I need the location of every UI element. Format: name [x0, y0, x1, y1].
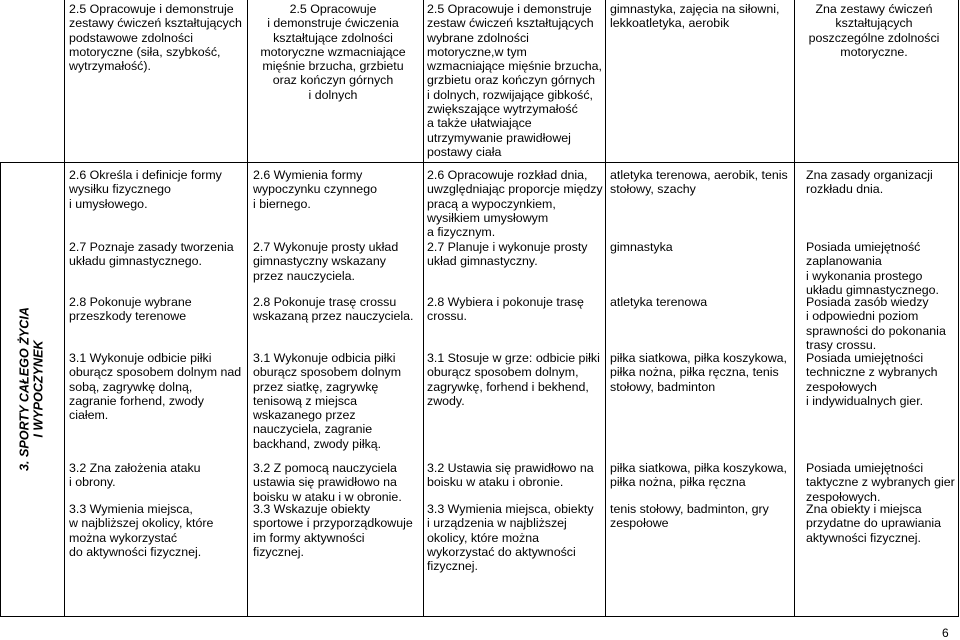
text-line: zespołowe [610, 516, 669, 531]
text-line: 2.7 Wykonuje prosty układ [253, 240, 399, 254]
text-line: i dolnych, rozwijające gibkość, [427, 87, 593, 102]
text-line: tenisową z miejsca [253, 393, 357, 408]
text-line: i obrony. [69, 475, 116, 490]
text-line: 2.8 Wybiera i pokonuje trasę [427, 295, 584, 309]
text-line: a także ułatwiające [427, 116, 532, 131]
text-line: zwiększające wytrzymałość [427, 102, 578, 117]
table-col-border [958, 0, 959, 616]
c3-block-2-7 [427, 240, 605, 269]
c1-block-2-6 [69, 168, 247, 211]
text-line: i umysłowego. [69, 196, 148, 211]
text-line: 3.3 Wymienia miejsca, [69, 502, 193, 516]
text-line: 2.6 Wymienia formy [253, 168, 363, 182]
c5-block-3-1 [806, 351, 958, 408]
text-line: i odpowiedni poziom [806, 309, 919, 324]
text-line: Zna zestawy ćwiczeń [815, 2, 933, 16]
text-line: 3.2 Z pomocą nauczyciela [253, 461, 397, 475]
text-line: zespołowych [806, 379, 877, 394]
top-cell-very-good [427, 2, 602, 159]
table-col-border [64, 0, 65, 616]
text-line: atletyka terenowa [610, 295, 708, 309]
text-line: do aktywności fizycznej. [69, 544, 202, 559]
c1-block-2-8 [69, 295, 247, 324]
text-line: kształtujących [835, 16, 913, 31]
text-line: układu gimnastycznego. [806, 282, 939, 297]
c3-block-2-6 [427, 168, 605, 239]
text-line: 3.1 Stosuje w grze: odbicie piłki [427, 351, 600, 365]
text-line: podstawowe zdolności [69, 30, 193, 45]
text-line: zestawy ćwiczeń kształtujących [69, 16, 242, 31]
text-line: wybrane zdolności [427, 30, 529, 45]
text-line: można wykorzystać [69, 530, 178, 545]
text-line: 2.7 Poznaje zasady tworzenia [69, 240, 234, 254]
section-title: 3. SPORTY CAŁEGO ŻYCIA [17, 307, 32, 471]
text-line: wytrzymałość). [69, 59, 151, 74]
text-line: 2.6 Opracowuje rozkład dnia, [427, 168, 588, 182]
text-line: 2.5 Opracowuje [289, 2, 377, 16]
text-line: i demonstruje ćwiczenia [267, 16, 399, 31]
c4-block-2-8 [610, 295, 792, 309]
text-line: i wykonania prostego [806, 268, 923, 283]
text-line: zespołowych. [806, 489, 881, 504]
table-col-border [423, 0, 424, 616]
text-line: wypoczynku czynnego [253, 182, 377, 197]
c3-block-3-3 [427, 502, 605, 573]
text-line: tenis stołowy, badminton, gry [610, 502, 769, 516]
top-cell-activities [610, 2, 790, 31]
c4-block-3-3 [610, 502, 792, 531]
text-line: mięśnie brzucha, grzbietu [262, 59, 404, 74]
c2-block-2-7 [253, 240, 423, 283]
text-line: 2.8 Pokonuje trasę crossu [253, 295, 397, 309]
text-line: układ gimnastyczny. [427, 254, 538, 269]
text-line: gimnastyczny wskazany [253, 254, 386, 269]
c4-block-3-1 [610, 351, 792, 394]
table-row-border [0, 616, 959, 617]
text-line: 2.7 Planuje i wykonuje prosty [427, 240, 588, 254]
text-line: przez nauczyciela. [253, 268, 355, 283]
text-line: oburącz sposobem dolnym [253, 365, 402, 380]
text-line: wykorzystać do aktywności [427, 544, 576, 559]
text-line: przydatne do uprawiania [806, 516, 942, 531]
text-line: boisku w ataku i w obronie. [253, 489, 402, 504]
text-line: ciałem. [69, 408, 109, 423]
text-line: sportowe i przyporządkowuje [253, 516, 413, 531]
text-line: przez siatkę, zagrywkę [253, 379, 379, 394]
text-line: backhand, zwody piłką. [253, 436, 382, 451]
text-line: a fizycznym. [427, 225, 496, 240]
text-line: utrzymywanie prawidłowej [427, 130, 571, 145]
text-line: w najbliższej okolicy, które [69, 516, 214, 531]
text-line: wskazanego przez [253, 408, 356, 423]
page-number: 6 [942, 626, 949, 640]
text-line: wysiłku fizycznego [69, 182, 171, 197]
text-line: przeszkody terenowe [69, 309, 187, 324]
c1-block-3-3 [69, 502, 247, 559]
c2-block-3-2 [253, 461, 423, 504]
text-line: uwzględniając proporcje między [427, 182, 603, 197]
text-line: piłka siatkowa, piłka koszykowa, [610, 351, 787, 365]
text-line: gimnastyka [610, 240, 673, 254]
text-line: im formy aktywności [253, 530, 365, 545]
text-line: zaplanowania [806, 254, 882, 269]
text-line: gimnastyka, zajęcia na siłowni, [610, 2, 780, 16]
text-line: ustawia się prawidłowo na [253, 475, 397, 490]
text-line: 3.3 Wskazuje obiekty [253, 502, 371, 516]
text-line: 2.6 Określa i definicje formy [69, 168, 222, 182]
text-line: 2.8 Pokonuje wybrane [69, 295, 192, 309]
text-line: piłka nożna, piłka ręczna, tenis [610, 365, 779, 380]
c5-block-2-7 [806, 240, 958, 297]
text-line: grzbietu oraz kończyn górnych [427, 73, 596, 88]
text-line: 3.1 Wykonuje odbicia piłki [253, 351, 396, 365]
c1-block-2-7 [69, 240, 247, 269]
text-line: Posiada umiejętności [806, 461, 924, 475]
text-line: motoryczne. [840, 44, 908, 59]
c2-block-3-1 [253, 351, 423, 451]
top-cell-knowledge [794, 2, 954, 59]
text-line: Zna zasady organizacji [806, 168, 933, 182]
text-line: 3.3 Wymienia miejsca, obiekty [427, 502, 594, 516]
text-line: 2.5 Opracowuje i demonstruje [69, 2, 234, 16]
text-line: Zna obiekty i miejsca [806, 502, 922, 516]
c5-block-3-3 [806, 502, 958, 545]
text-line: 3.2 Zna założenia ataku [69, 461, 201, 475]
text-line: oraz kończyn górnych [272, 73, 394, 88]
text-line: atletyka terenowa, aerobik, tenis [610, 168, 788, 182]
text-line: boisku w ataku i obronie. [427, 475, 564, 490]
table-row-border [0, 162, 959, 163]
c5-block-2-6 [806, 168, 958, 197]
top-cell-basic [69, 2, 243, 73]
text-line: fizycznej. [427, 559, 478, 574]
text-line: i urządzenia w najbliższej [427, 516, 567, 531]
c1-block-3-2 [69, 461, 247, 490]
c5-block-2-8 [806, 295, 958, 352]
text-line: motoryczne wzmacniające [260, 44, 406, 59]
text-line: Posiada umiejętności [806, 351, 924, 365]
text-line: 3.2 Ustawia się prawidłowo na [427, 461, 594, 475]
text-line: stołowy, badminton [610, 379, 716, 394]
text-line: zagrywkę, forhend i bekhend, [427, 379, 589, 394]
c4-block-2-7 [610, 240, 792, 254]
text-line: 2.5 Opracowuje i demonstruje [427, 2, 592, 16]
text-line: i biernego. [253, 196, 311, 211]
text-line: poszczególne zdolności [808, 30, 940, 45]
text-line: wzmacniające mięśnie brzucha, [427, 59, 602, 74]
text-line: i dolnych [308, 87, 358, 102]
text-line: oburącz sposobem dolnym, [427, 365, 579, 380]
section-subtitle: I WYPOCZYNEK [32, 340, 46, 438]
text-line: taktyczne z wybranych gier [806, 475, 955, 490]
c2-block-2-6 [253, 168, 423, 211]
text-line: trasy crossu. [806, 337, 877, 352]
text-line: rozkładu dnia. [806, 182, 884, 197]
text-line: fizycznej. [253, 544, 304, 559]
text-line: i indywidualnych gier. [806, 393, 924, 408]
c4-block-3-2 [610, 461, 792, 490]
text-line: zagranie forhend, zwody [69, 393, 205, 408]
text-line: crossu. [427, 309, 467, 324]
text-line: kształtujące zdolności [273, 30, 393, 45]
text-line: 3.1 Wykonuje odbicie piłki [69, 351, 212, 365]
text-line: Posiada umiejętność [806, 240, 921, 254]
text-line: sprawności do pokonania [806, 323, 946, 338]
c3-block-2-8 [427, 295, 605, 324]
text-line: lekkoatletyka, aerobik [610, 16, 730, 31]
c5-block-3-2 [806, 461, 958, 504]
text-line: motoryczne,w tym [427, 44, 527, 59]
text-line: oburącz sposobem dolnym nad [69, 365, 242, 380]
text-line: piłka siatkowa, piłka koszykowa, [610, 461, 787, 475]
text-line: techniczne z wybranych [806, 365, 938, 380]
text-line: motoryczne (siła, szybkość, [69, 44, 221, 59]
text-line: stołowy, szachy [610, 182, 696, 197]
c4-block-2-6 [610, 168, 792, 197]
c2-block-2-8 [253, 295, 423, 324]
text-line: nauczyciela, zagranie [253, 422, 373, 437]
text-line: wysiłkiem umysłowym [427, 210, 549, 225]
text-line: Posiada zasób wiedzy [806, 295, 929, 309]
section-label [0, 162, 64, 616]
text-line: okolicy, które można [427, 530, 540, 545]
table-col-border [605, 0, 606, 616]
c2-block-3-3 [253, 502, 423, 559]
c3-block-3-2 [427, 461, 605, 490]
text-line: zestaw ćwiczeń kształtujących [427, 16, 594, 31]
text-line: postawy ciała [427, 144, 502, 159]
text-line: wskazaną przez nauczyciela. [253, 309, 414, 324]
c3-block-3-1 [427, 351, 605, 408]
text-line: pracą a wypoczynkiem, [427, 196, 556, 211]
top-cell-skills [248, 2, 418, 102]
text-line: zwody. [427, 393, 465, 408]
text-line: sobą, zagrywkę dolną, [69, 379, 193, 394]
text-line: piłka nożna, piłka ręczna [610, 475, 746, 490]
c1-block-3-1 [69, 351, 247, 422]
table-col-border [794, 0, 795, 616]
text-line: aktywności fizycznej. [806, 530, 921, 545]
text-line: układu gimnastycznego. [69, 254, 202, 269]
